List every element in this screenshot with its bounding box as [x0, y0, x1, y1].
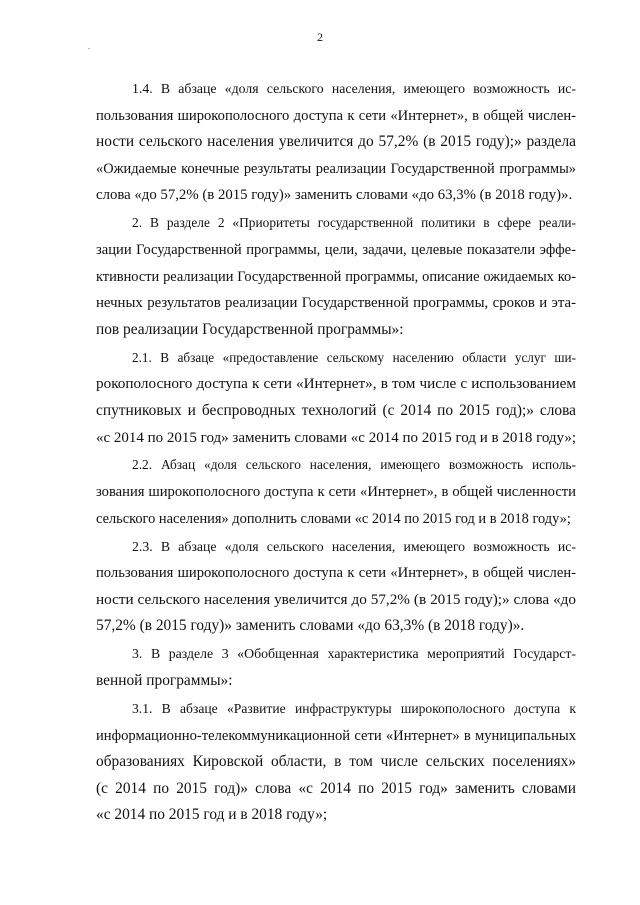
text-line: ности сельского населения увеличится до 57,2% (в 2015 году);» раздела	[96, 133, 576, 151]
text-line: 3.1. В абзаце «Развитие инфраструктуры широкополосного доступа к	[132, 701, 576, 716]
paragraph	[96, 452, 576, 532]
text-line: зации Государственной программы, цели, задачи, целевые показатели эффе-	[96, 241, 576, 258]
text-line: 2. В разделе 2 «Приоритеты государственной политики в сфере реали-	[132, 215, 576, 231]
text-line: пов реализации Государственной программы»:	[96, 320, 404, 338]
paragraph	[96, 76, 576, 209]
text-line: спутниковых и беспроводных технологий (с 2014 по 2015 год);» слова	[96, 401, 576, 419]
paragraph	[96, 345, 576, 451]
text-line: 2.3. В абзаце «доля сельского населения, имеющего возможность ис-	[132, 538, 576, 554]
text-line: слова «до 57,2% (в 2015 году)» заменить словами «до 63,3% (в 2018 году)».	[96, 187, 573, 204]
text-line: «с 2014 по 2015 год» заменить словами «с 2014 по 2015 год и в 2018 году»;	[96, 429, 577, 446]
text-line: образованиях Кировской области, в том числе сельских поселениях»	[96, 753, 576, 771]
page-number: 2	[317, 30, 323, 44]
text-line: «Ожидаемые конечные результаты реализации Государственной программы»	[96, 160, 576, 177]
paragraph	[96, 210, 576, 343]
scan-mark	[88, 48, 90, 49]
text-line: (с 2014 по 2015 год)» слова «с 2014 по 2015 год» заменить словами	[96, 779, 576, 797]
text-line: 1.4. В абзаце «доля сельского населения, имеющего возможность ис-	[132, 81, 576, 96]
text-line: ности сельского населения увеличится до 57,2% (в 2015 году);» слова «до	[96, 590, 576, 608]
text-line: пользования широкополосного доступа к сети «Интернет», в общей числен-	[96, 107, 576, 124]
text-line: сельского населения» дополнить словами «с 2014 по 2015 год и в 2018 году»;	[96, 510, 571, 527]
text-line: 2.1. В абзаце «предоставление сельскому населению области услуг ши-	[132, 349, 576, 365]
text-line: ктивности реализации Государственной программы, описание ожидаемых ко-	[96, 268, 576, 285]
text-line: «с 2014 по 2015 год и в 2018 году»;	[96, 806, 328, 824]
text-line: нечных результатов реализации Государственной программы, сроков и эта-	[96, 295, 576, 312]
text-line: 2.2. Абзац «доля сельского населения, имеющего возможность исполь-	[132, 457, 576, 473]
text-line: пользования широкополосного доступа к сети «Интернет», в общей числен-	[96, 565, 576, 582]
text-line: зования широкополосного доступа к сети «Интернет», в общей численности	[96, 484, 576, 501]
text-line: венной программы»:	[96, 672, 233, 690]
paragraph	[96, 641, 576, 694]
text-line: 57,2% (в 2015 году)» заменить словами «до 63,3% (в 2018 году)».	[96, 617, 525, 635]
text-line: информационно-телекоммуникационной сети «Интернет» в муниципальных	[96, 727, 576, 744]
paragraph	[96, 696, 576, 829]
paragraph	[96, 534, 576, 640]
text-line: рокополосного доступа к сети «Интернет», в том числе с использованием	[96, 375, 576, 393]
text-line: 3. В разделе 3 «Обобщенная характеристика мероприятий Государст-	[132, 646, 576, 662]
document-body	[96, 76, 576, 830]
